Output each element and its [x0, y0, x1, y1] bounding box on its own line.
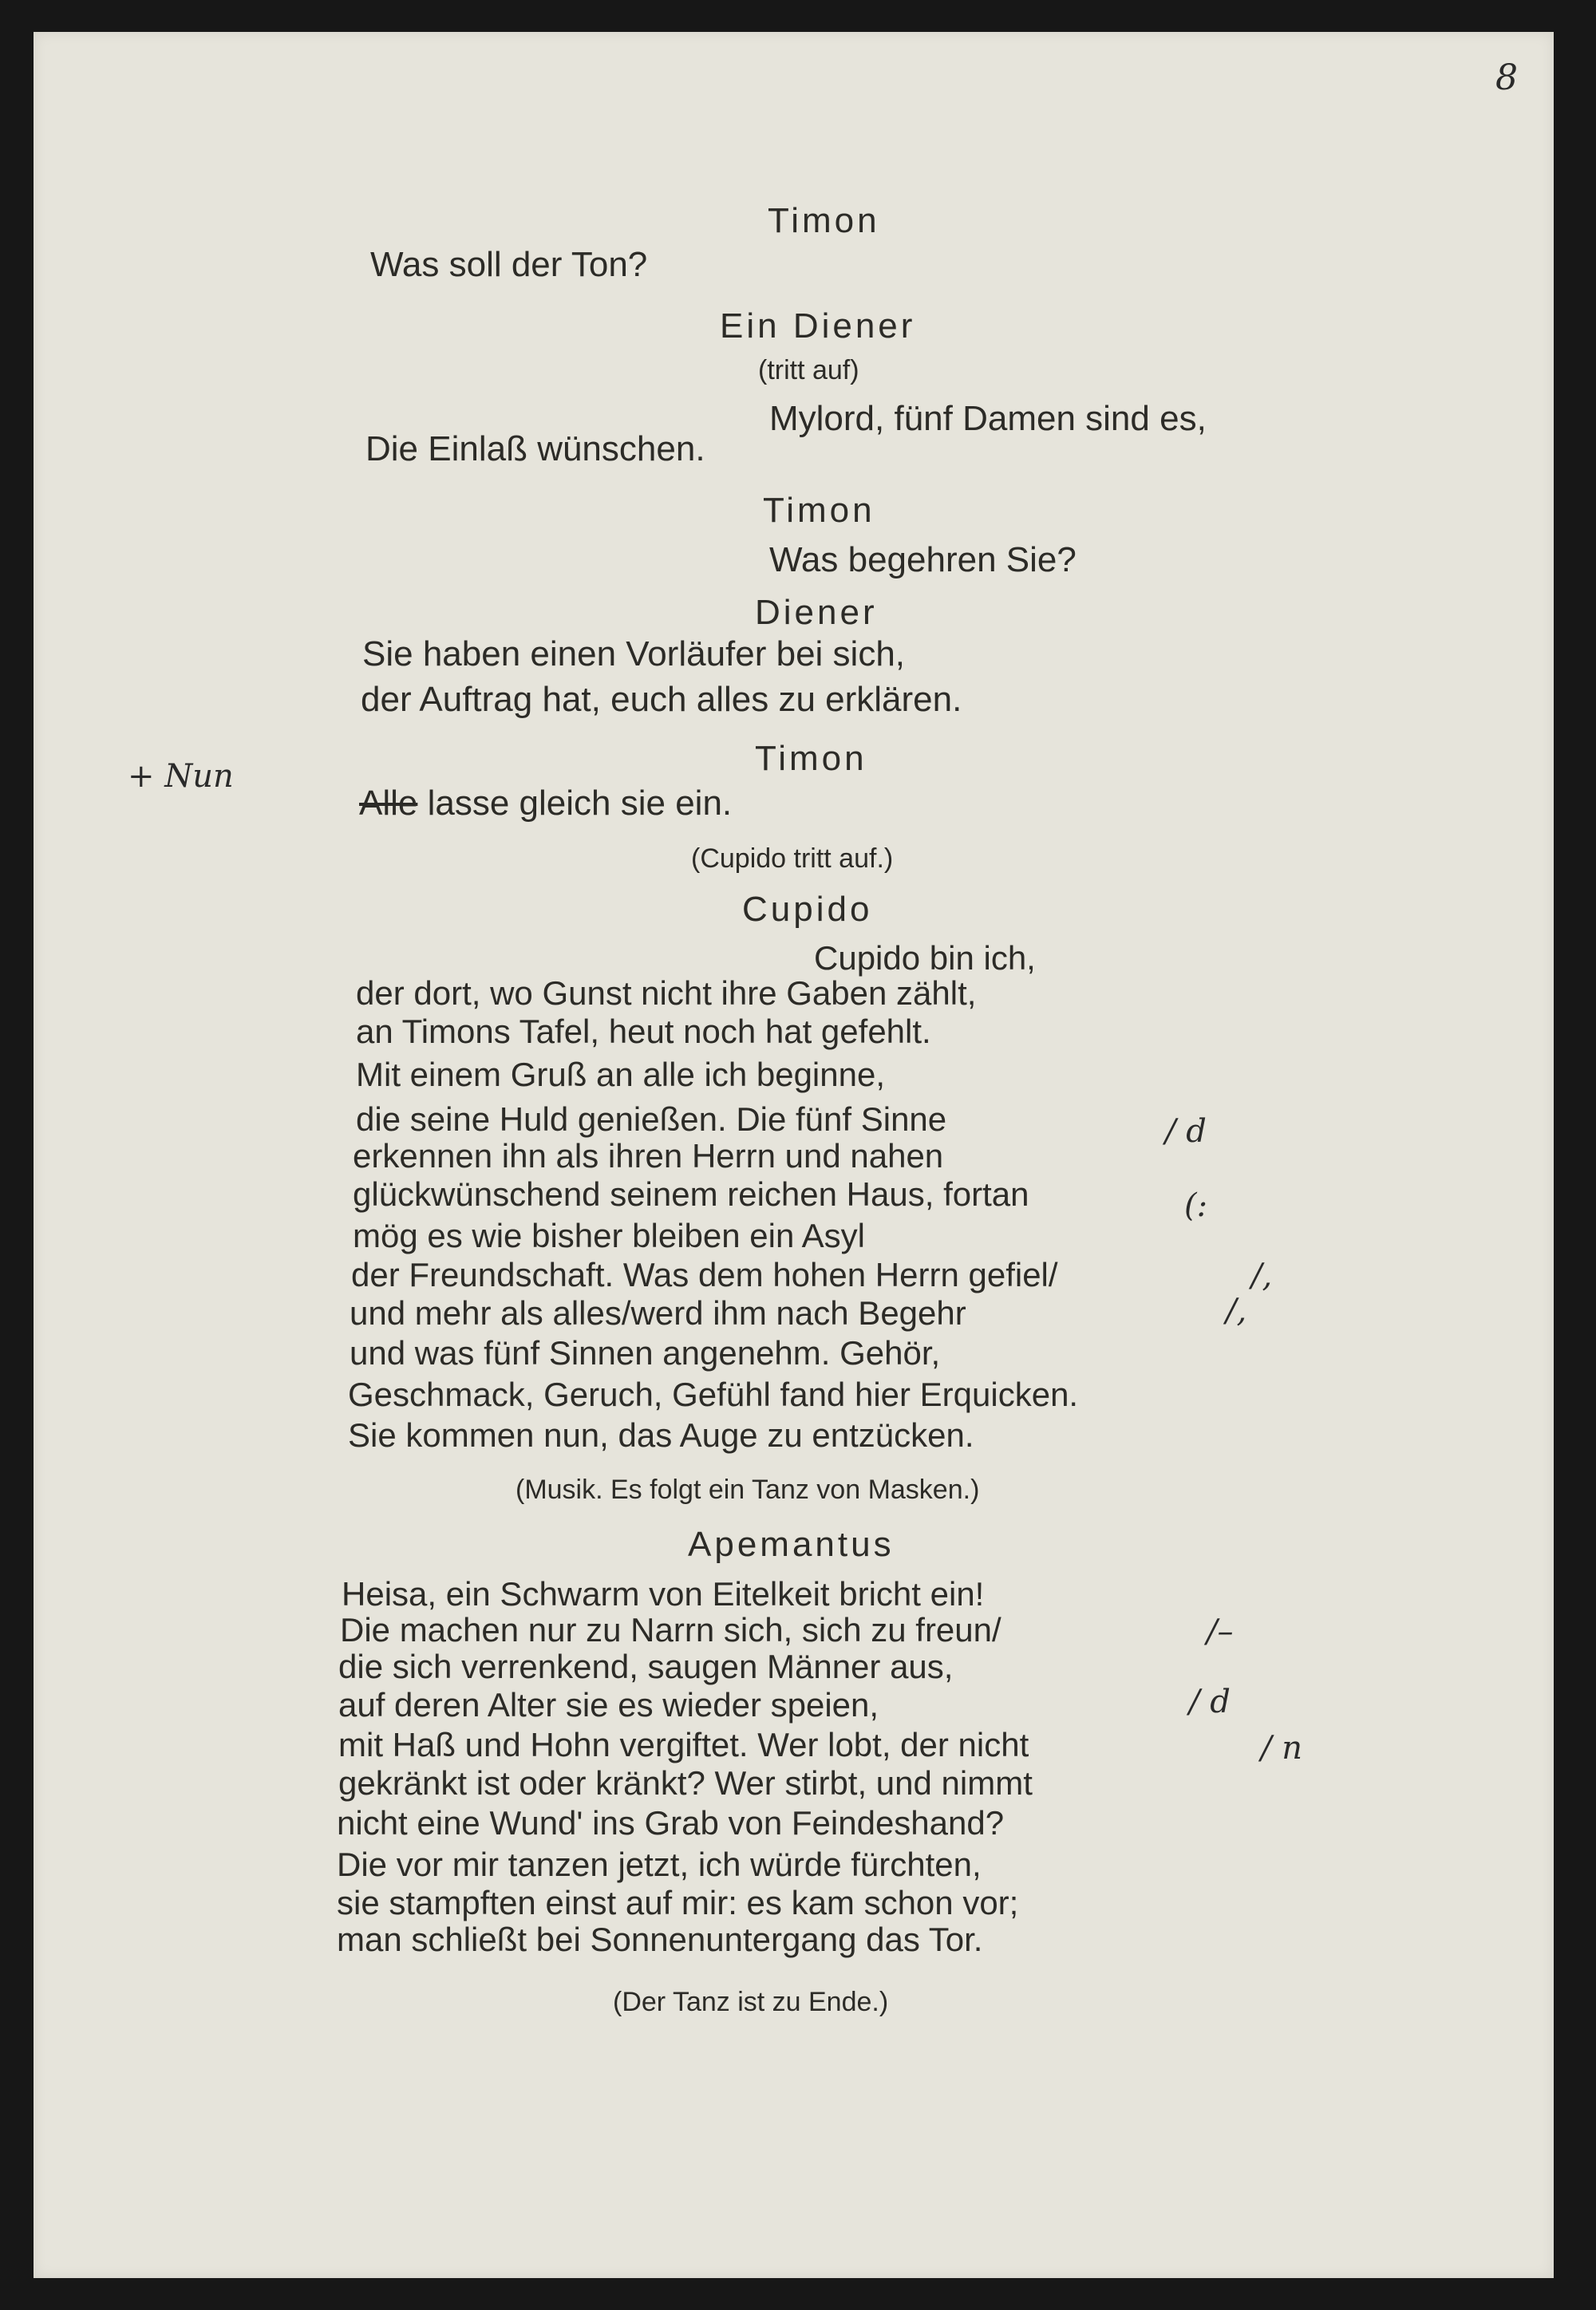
verse-line: der dort, wo Gunst nicht ihre Gaben zählt, — [356, 974, 977, 1012]
verse-line: Die vor mir tanzen jetzt, ich würde fürchten, — [337, 1846, 982, 1883]
verse-line: mög es wie bisher bleiben ein Asyl — [353, 1217, 866, 1254]
verse-line: nicht eine Wund' ins Grab von Feindeshand? — [337, 1804, 1005, 1842]
verse-line: Was begehren Sie? — [769, 540, 1077, 579]
stage-direction: (Der Tanz ist zu Ende.) — [613, 1987, 889, 2017]
verse-line: an Timons Tafel, heut noch hat gefehlt. — [356, 1013, 931, 1050]
verse-line: Mit einem Gruß an alle ich beginne, — [356, 1056, 885, 1093]
verse-line: Sie kommen nun, das Auge zu entzücken. — [348, 1416, 974, 1454]
verse-line: der Auftrag hat, euch alles zu erklären. — [361, 680, 962, 719]
speaker-heading: Cupido — [742, 890, 873, 929]
speaker-heading: Timon — [763, 491, 875, 530]
verse-line: Heisa, ein Schwarm von Eitelkeit bricht ein! — [342, 1575, 985, 1613]
speaker-heading: Ein Diener — [720, 306, 916, 346]
margin-annotation: /– — [1207, 1613, 1234, 1650]
margin-annotation: /, — [1251, 1258, 1273, 1294]
speaker-heading: Diener — [755, 593, 878, 632]
speaker-heading: Apemantus — [688, 1525, 895, 1564]
verse-line: und mehr als alles/werd ihm nach Begehr — [350, 1294, 966, 1332]
page-number: 8 — [1495, 57, 1518, 98]
verse-line: auf deren Alter sie es wieder speien, — [338, 1686, 879, 1724]
struck-word: Alle — [359, 784, 418, 823]
verse-line: die seine Huld genießen. Die fünf Sinne — [356, 1100, 947, 1138]
speaker-heading: Timon — [755, 739, 867, 778]
verse-line: Was soll der Ton? — [370, 245, 648, 284]
verse-line: die sich verrenkend, saugen Männer aus, — [338, 1648, 954, 1685]
stage-direction: (tritt auf) — [758, 355, 859, 385]
verse-text: lasse gleich sie ein. — [427, 784, 733, 823]
margin-note: + Nun — [128, 758, 234, 795]
verse-line: glückwünschend seinem reichen Haus, fortan — [353, 1175, 1029, 1213]
verse-line: mit Haß und Hohn vergiftet. Wer lobt, der nicht — [338, 1726, 1029, 1763]
verse-line: Geschmack, Geruch, Gefühl fand hier Erquicken. — [348, 1376, 1079, 1413]
verse-line: Mylord, fünf Damen sind es, — [769, 399, 1207, 438]
verse-line: der Freundschaft. Was dem hohen Herrn gefiel/ — [351, 1256, 1058, 1293]
verse-line: Die machen nur zu Narrn sich, sich zu freun/ — [340, 1611, 1001, 1649]
margin-annotation: / d — [1189, 1684, 1231, 1720]
verse-line: sie stampften einst auf mir: es kam schon vor; — [337, 1884, 1019, 1921]
margin-annotation: /, — [1226, 1293, 1247, 1329]
verse-line: erkennen ihn als ihren Herrn und nahen — [353, 1137, 944, 1175]
stage-direction: (Musik. Es folgt ein Tanz von Masken.) — [516, 1475, 980, 1505]
margin-annotation: / d — [1165, 1113, 1207, 1150]
speaker-heading: Timon — [768, 201, 880, 240]
verse-line — [359, 786, 732, 821]
verse-line: gekränkt ist oder kränkt? Wer stirbt, und nimmt — [338, 1764, 1033, 1802]
verse-line: und was fünf Sinnen angenehm. Gehör, — [350, 1334, 941, 1372]
margin-annotation: / n — [1261, 1730, 1302, 1767]
verse-line: Sie haben einen Vorläufer bei sich, — [362, 634, 906, 673]
verse-line: Cupido bin ich, — [814, 939, 1036, 977]
margin-annotation: (: — [1184, 1187, 1208, 1224]
verse-line: man schließt bei Sonnenuntergang das Tor. — [337, 1921, 983, 1958]
verse-line: Die Einlaß wünschen. — [365, 429, 705, 468]
stage-direction: (Cupido tritt auf.) — [691, 843, 894, 874]
